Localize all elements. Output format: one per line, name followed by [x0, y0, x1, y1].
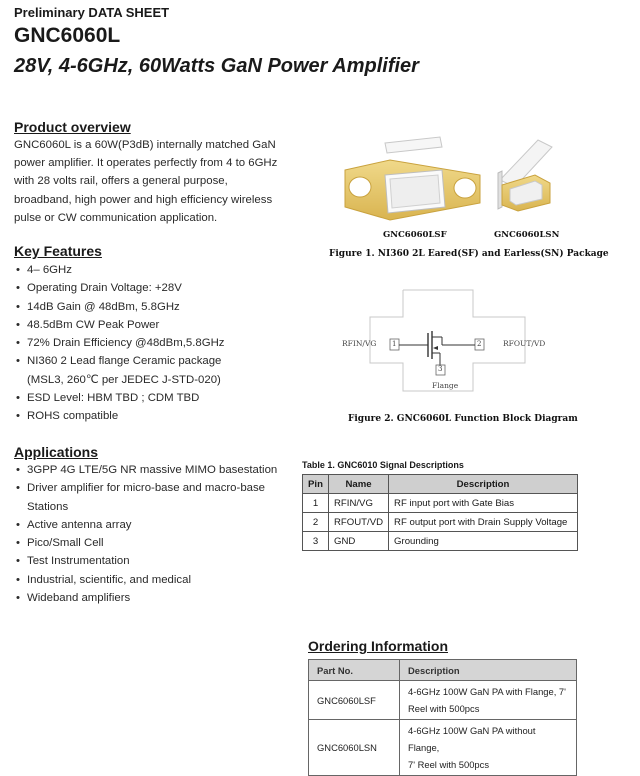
overview-line: pulse or CW communication application. [14, 211, 218, 224]
column-header: Part No. [309, 660, 400, 681]
table-row [303, 513, 578, 532]
feature-item: • Operating Drain Voltage: +28V [14, 279, 224, 297]
column-header: Description [389, 475, 578, 494]
application-item: • 3GPP 4G LTE/5G NR massive MIMO basestation [14, 461, 277, 479]
description-line: 4-6GHz 100W GaN PA with Flange, 7' [408, 686, 566, 697]
table-cell: RFIN/VG [329, 494, 389, 513]
feature-item: • 4– 6GHz [14, 261, 224, 279]
applications-heading: Applications [14, 444, 99, 460]
preliminary-label: Preliminary DATA SHEET [14, 5, 170, 20]
feature-item: • 72% Drain Efficiency @48dBm,5.8GHz [14, 334, 224, 352]
column-header: Pin [303, 475, 329, 494]
application-item-continuation: Stations [27, 500, 69, 513]
flange-label: Flange [432, 381, 459, 390]
rfout-label: RFOUT/VD [503, 339, 546, 348]
overview-heading: Product overview [14, 119, 131, 135]
eared-package-icon [345, 137, 480, 220]
subtitle: 28V, 4-6GHz, 60Watts GaN Power Amplifier [14, 55, 419, 77]
table-cell: GNC6060LSN [309, 720, 400, 776]
table-cell: RF input port with Gate Bias [389, 494, 578, 513]
overview-text [14, 136, 277, 227]
overview-line: with 28 volts rail, offers a general purpose, [14, 175, 228, 188]
pin1-label: 1 [392, 340, 397, 348]
table-cell: RF output port with Drain Supply Voltage [389, 513, 578, 532]
column-header: Name [329, 475, 389, 494]
overview-line: GNC6060L is a 60W(P3dB) internally matched GaN [14, 139, 276, 151]
earless-package-icon [498, 140, 552, 211]
feature-item: • ESD Level: HBM TBD ; CDM TBD [14, 389, 224, 407]
table-cell [400, 681, 577, 720]
table-row [309, 720, 577, 776]
overview-line: power amplifier. It operates perfectly from 4 to 6GHz [14, 157, 278, 170]
application-item: • Driver amplifier for micro-base and macro-base [14, 479, 277, 497]
application-item: • Pico/Small Cell [14, 534, 277, 552]
application-item: • Industrial, scientific, and medical [14, 571, 277, 589]
feature-item: • 48.5dBm CW Peak Power [14, 316, 224, 334]
feature-item: • ROHS compatible [14, 407, 224, 425]
feature-item: • 14dB Gain @ 48dBm, 5.8GHz [14, 298, 224, 316]
features-heading: Key Features [14, 243, 102, 259]
application-item: • Wideband amplifiers [14, 589, 277, 607]
signal-table [302, 474, 578, 551]
application-item: • Test Instrumentation [14, 552, 277, 570]
package-images [330, 125, 570, 230]
table-row [303, 494, 578, 513]
application-item: • Active antenna array [14, 516, 277, 534]
signal-table-title: Table 1. GNC6010 Signal Descriptions [302, 460, 464, 470]
table-cell: Grounding [389, 532, 578, 551]
table-header-row [303, 475, 578, 494]
part-number-title: GNC6060L [14, 24, 121, 47]
ordering-heading: Ordering Information [308, 638, 448, 654]
table-row [309, 681, 577, 720]
figure2-caption: Figure 2. GNC6060L Function Block Diagram [348, 414, 578, 424]
table-cell [400, 720, 577, 776]
features-list [14, 261, 224, 426]
table-header-row [309, 660, 577, 681]
description-line: Reel with 500pcs [408, 703, 480, 714]
table-cell: 1 [303, 494, 329, 513]
table-row [303, 532, 578, 551]
feature-item: • NI360 2 Lead flange Ceramic package [14, 352, 224, 370]
package-label-sf: GNC6060LSF [383, 230, 447, 240]
column-header: Description [400, 660, 577, 681]
table-cell: RFOUT/VD [329, 513, 389, 532]
feature-item-continuation: (MSL3, 260℃ per JEDEC J-STD-020) [27, 373, 221, 386]
description-line: 4-6GHz 100W GaN PA without Flange, [408, 725, 536, 753]
overview-line: broadband, high power and high efficiency wireless [14, 193, 273, 206]
table-cell: 2 [303, 513, 329, 532]
applications-list [14, 461, 277, 607]
pin3-label: 3 [438, 365, 443, 373]
pin2-label: 2 [477, 340, 482, 348]
description-line: 7' Reel with 500pcs [408, 759, 490, 770]
table-cell: GNC6060LSF [309, 681, 400, 720]
table-cell: 3 [303, 532, 329, 551]
rfin-label: RFIN/VG [342, 339, 377, 348]
package-label-sn: GNC6060LSN [494, 230, 560, 240]
figure1-caption: Figure 1. NI360 2L Eared(SF) and Earless(SN) Package [329, 249, 609, 259]
table-cell: GND [329, 532, 389, 551]
ordering-table [308, 659, 577, 776]
